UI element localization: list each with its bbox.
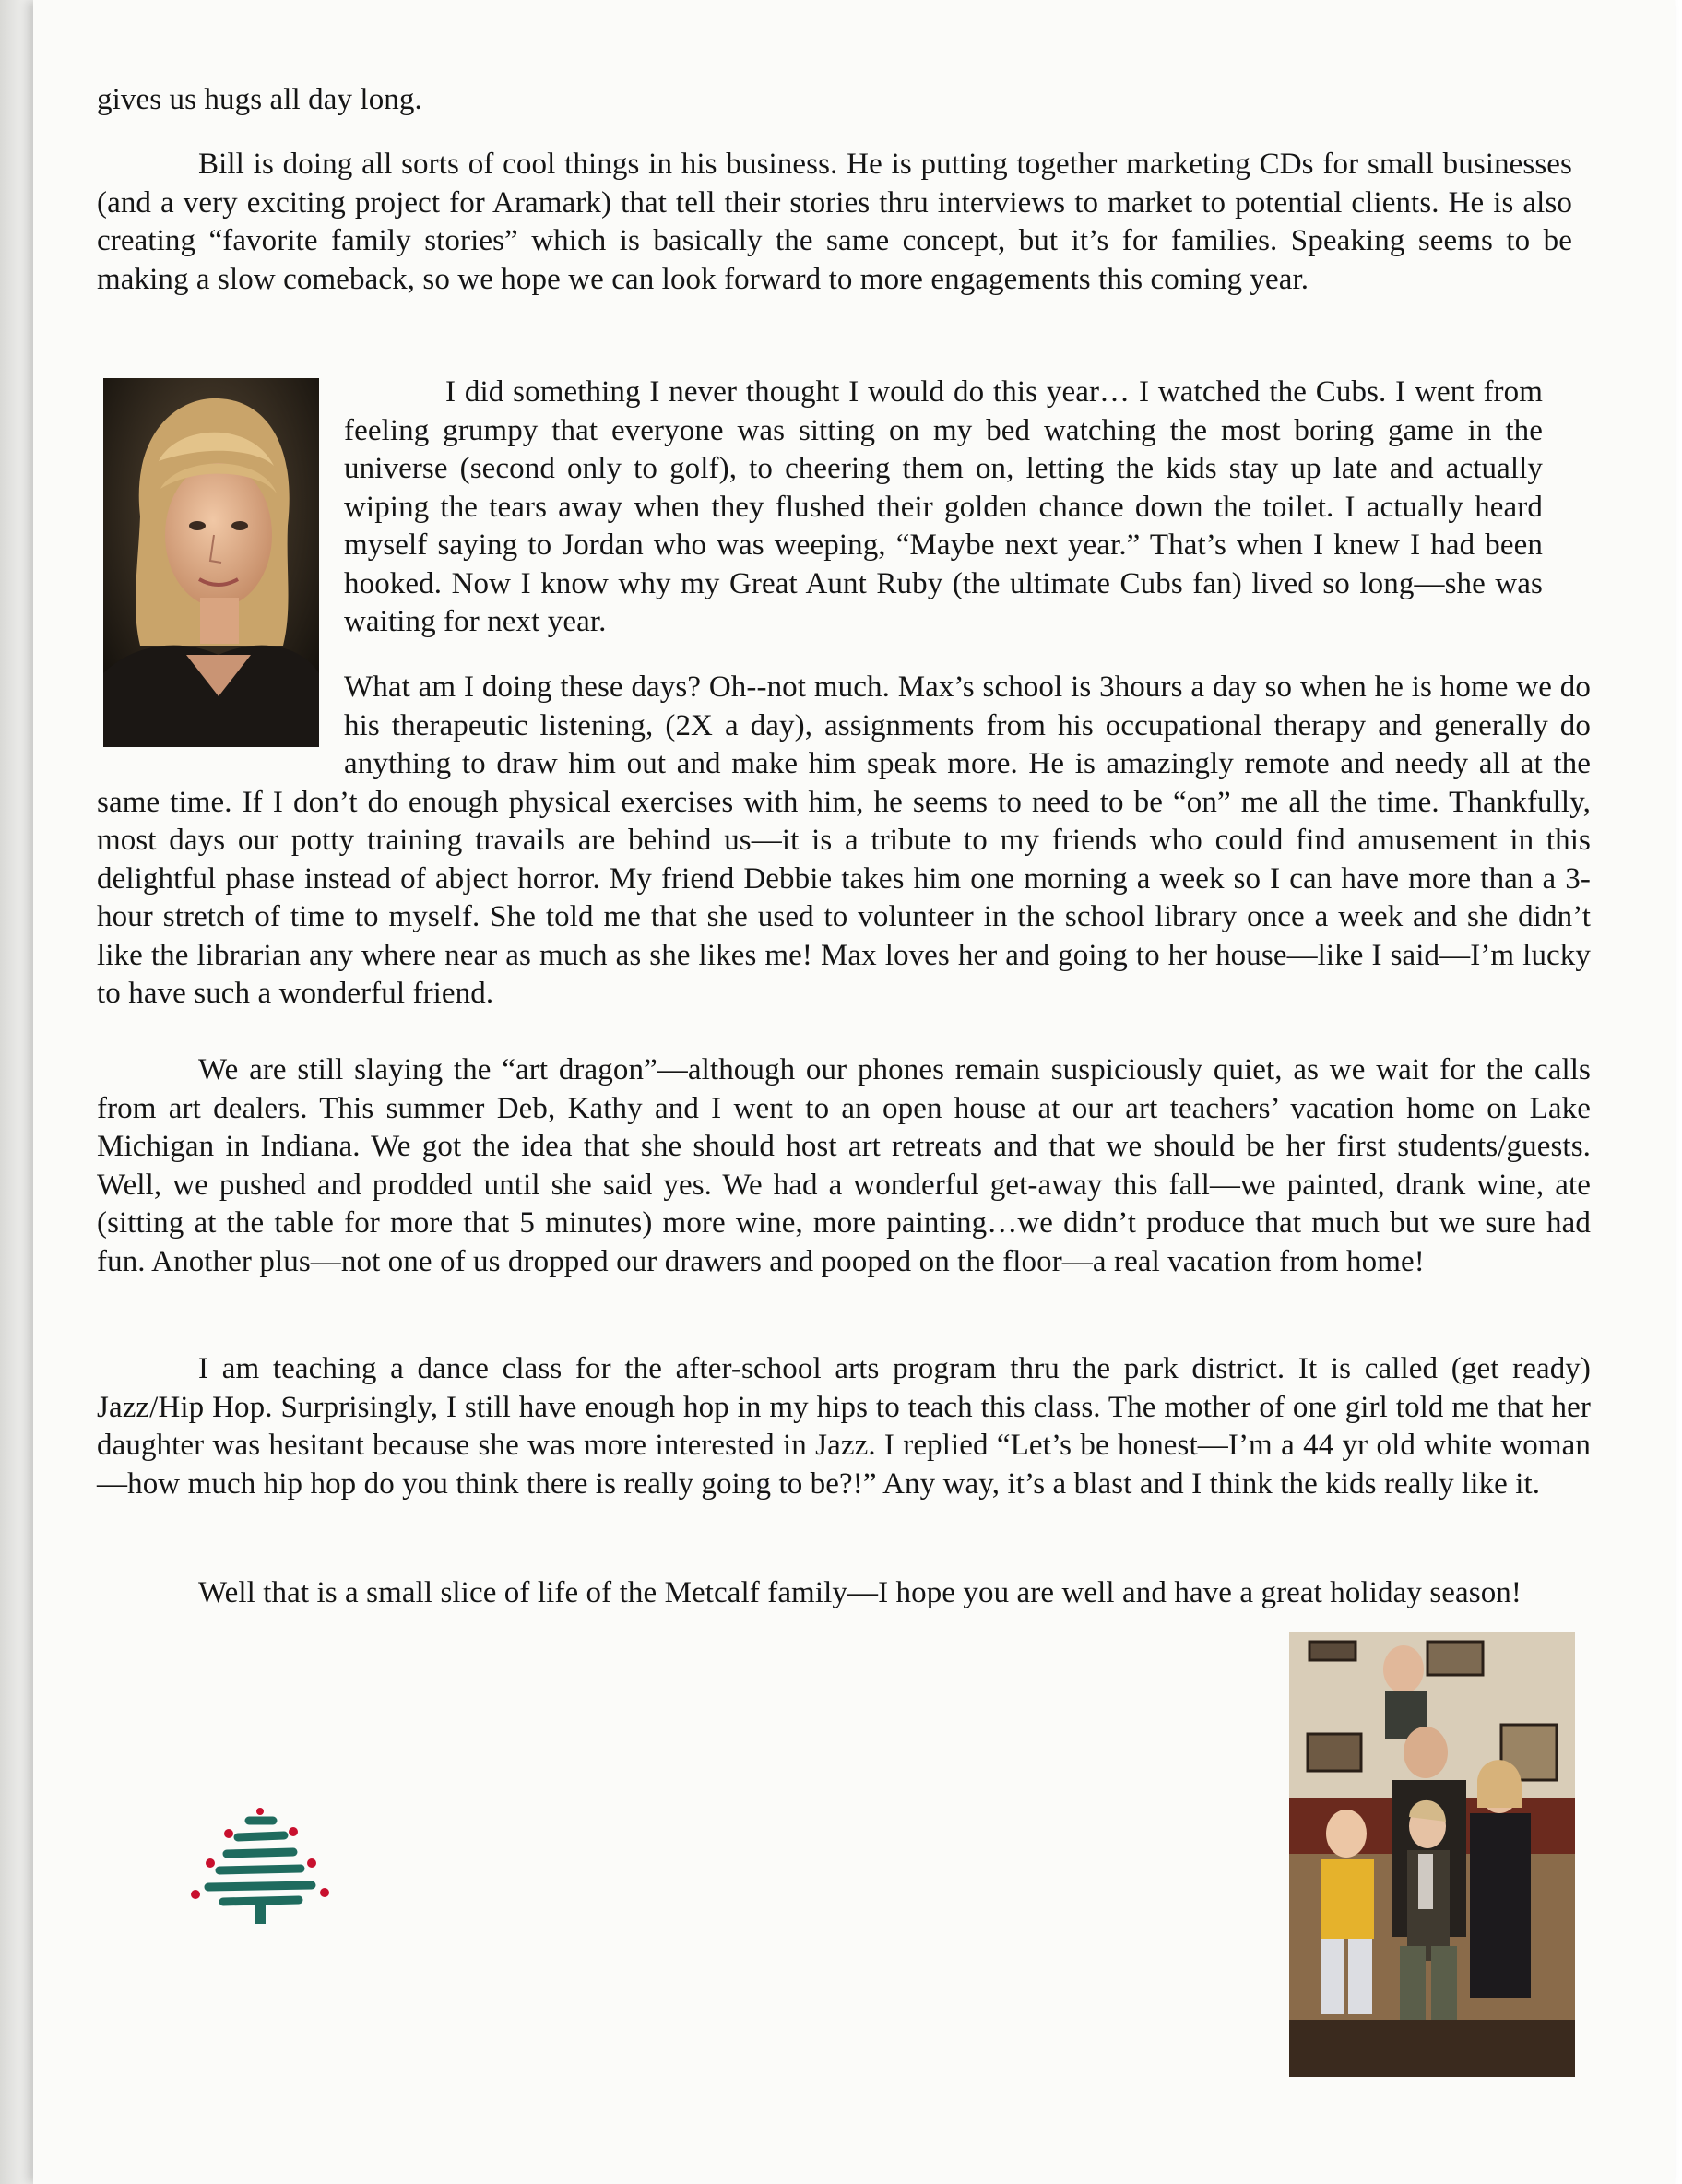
paragraph-cubs: I did something I never thought I would do this year… I watched the Cubs. I went from feeling grumpy that everyone was sitting on my bed watching the most boring game in the universe (second only to golf), to cheering them on, letting the kids stay up late and actually wiping the tears away when they flushed their golden chance down the toilet. I actually heard myself saying to Jordan who was weeping, “Maybe next year.” That’s when I knew I had been hooked. Now I know why my Great Aunt Ruby (the ultimate Cubs fan) lived so long—she was waiting for next year.	[344, 375, 1543, 638]
paragraph-art-dragon: We are still slaying the “art dragon”—although our phones remain suspiciously quiet, as we wait for the calls from art dealers. This summer Deb, Kathy and I went to an open house at our art teachers’ vacation home on Lake Michigan in Indiana. We got the idea that she should host art retreats and that we should be her first students/guests. Well, we pushed and prodded until she said yes. We had a wonderful get-away this fall—we painted, drank wine, ate (sitting at the table for more that 5 minutes) more wine, more painting…we didn’t produce that much but we sure had fun. Another plus—not one of us dropped our drawers and pooped on the floor—a real vacation from home!	[97, 1053, 1591, 1278]
paragraph-dance-class: I am teaching a dance class for the after-school arts program thru the park district. It is called (get ready) Jazz/Hip Hop. Surprisingly, I still have enough hop in my hips to teach this class. The mother of one girl told me that her daughter was hesitant because she was more interested in Jazz. I replied “Let’s be honest—I’m a 44 yr old white woman—how much hip hop do you think there is really going to be?!” Any way, it’s a blast and I think the kids really like it.	[97, 1352, 1591, 1501]
continued-line: gives us hugs all day long.	[97, 83, 422, 116]
paragraph-max	[97, 669, 1591, 1014]
paragraph-closing: Well that is a small slice of life of the Metcalf family—I hope you are well and have a great holiday season!	[198, 1576, 1522, 1609]
family-photo	[1289, 1632, 1575, 2077]
christmas-tree-icon	[183, 1808, 339, 1937]
paragraph-max-text: What am I doing these days? Oh--not much. Max’s school is 3hours a day so when he is home we do his therapeutic listening, (2X a day), assignments from his occupational therapy and generally do anything to draw him out and make him speak more. He is amazingly remote and needy all at the same time. If I don’t do enough physical exercises with him, he seems to need to be “on” me all the time. Thankfully, most days our potty training travails are behind us—it is a tribute to my friends who could find amusement in this delightful phase instead of abject horror. My friend Debbie takes him one morning a week so I can have more than a 3-hour stretch of time to myself. She told me that she used to volunteer in the school library once a week and she didn’t like the librarian any where near as much as she likes me! Max loves her and going to her house—like I said—I’m lucky to have such a wonderful friend.	[97, 671, 1591, 1010]
family-photo-drawing	[1289, 1632, 1575, 2077]
christmas-tree-drawing	[183, 1808, 339, 1937]
portrait-wrap-spacer	[97, 669, 344, 746]
paragraph-business: Bill is doing all sorts of cool things in his business. He is putting together marketing CDs for small businesses (and a very exciting project for Aramark) that tell their stories thru interviews to market to potential clients. He is also creating “favorite family stories” which is basically the same concept, but it’s for families. Speaking seems to be making a slow comeback, so we hope we can look forward to more engagements this coming year.	[97, 148, 1572, 296]
page-edge-shadow	[0, 0, 35, 2184]
